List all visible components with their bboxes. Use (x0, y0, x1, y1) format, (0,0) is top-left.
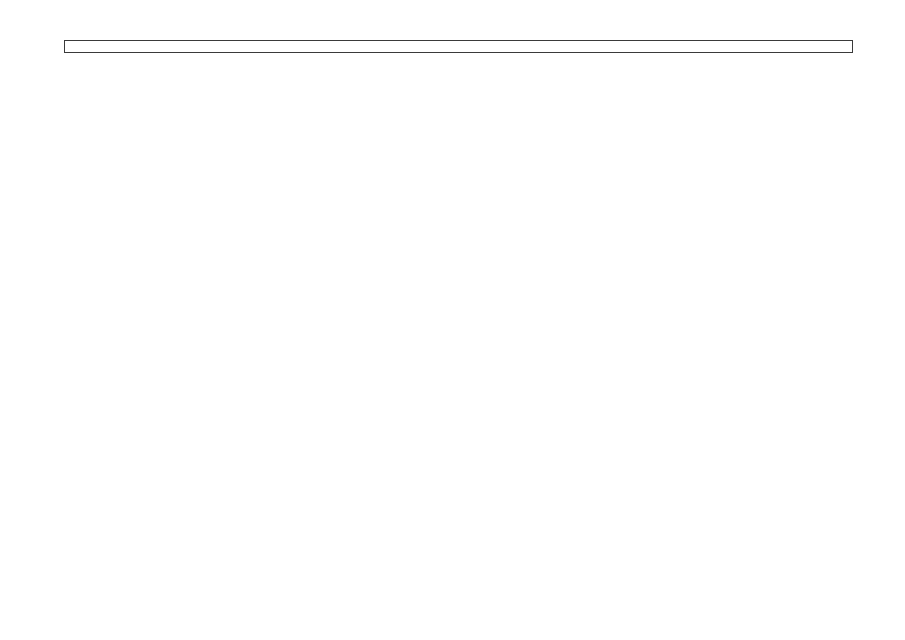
subprogram-title (65, 41, 853, 53)
program-table (64, 40, 853, 53)
subprogram-row (65, 41, 853, 53)
